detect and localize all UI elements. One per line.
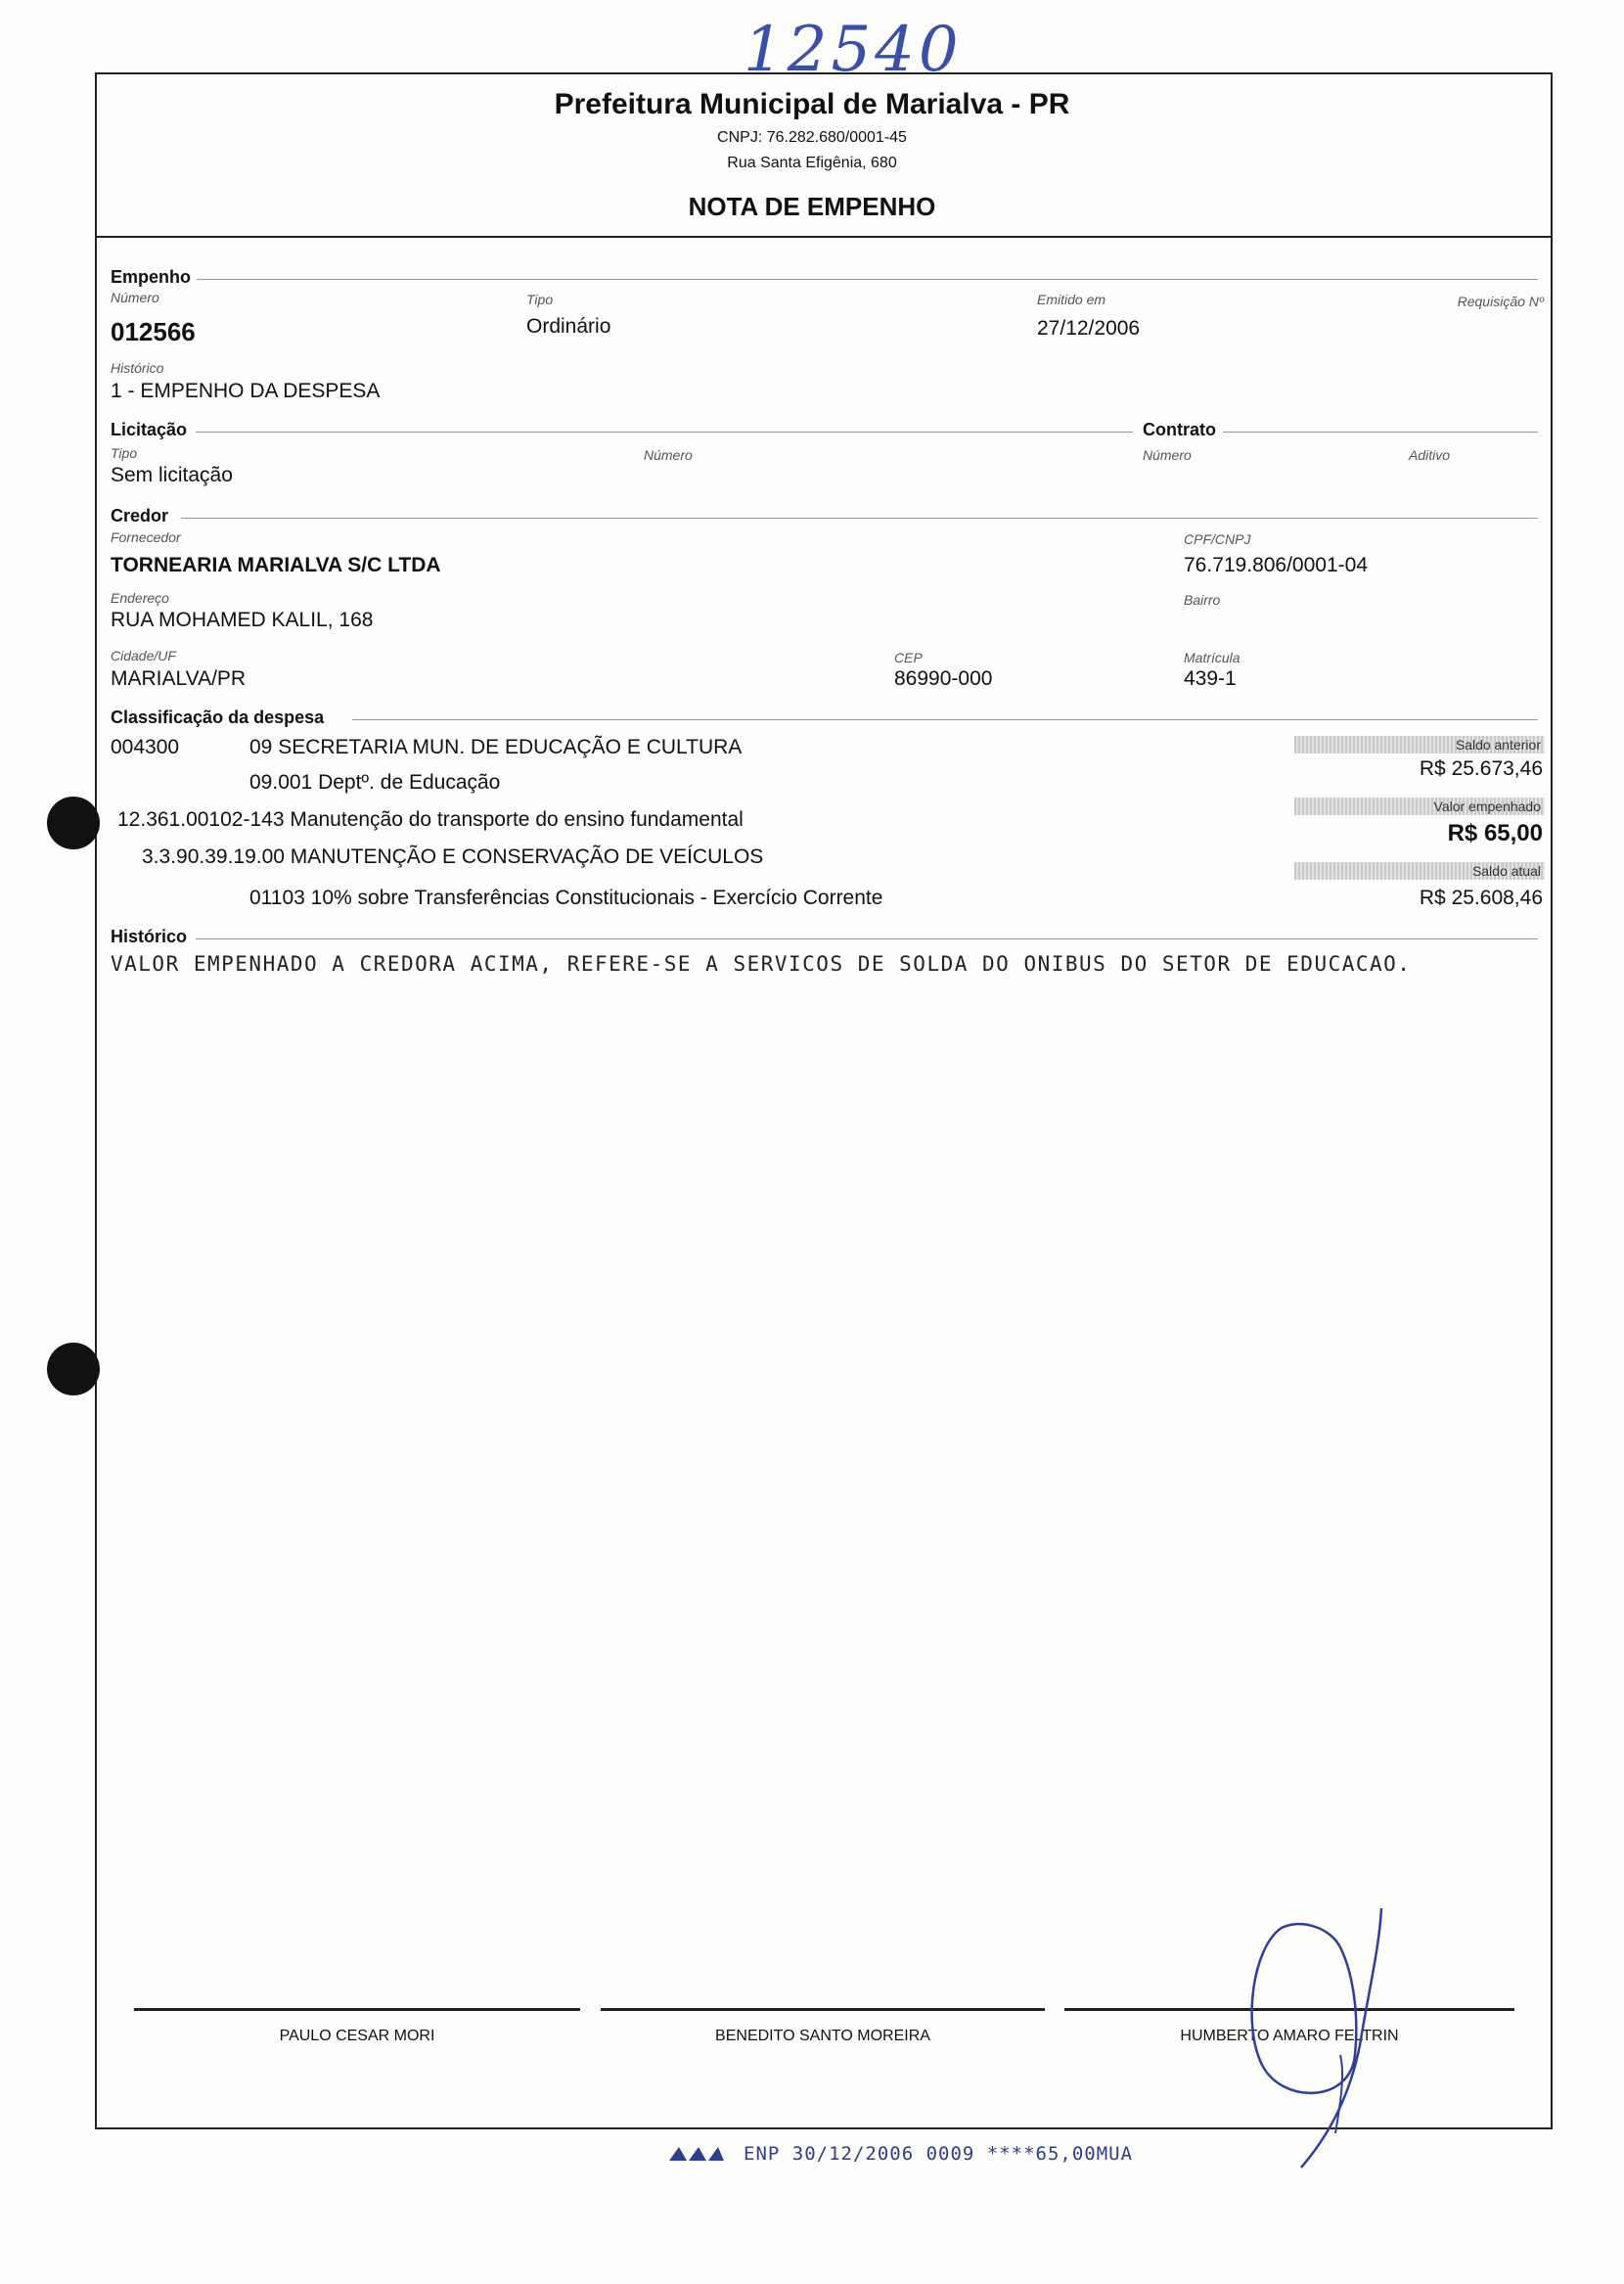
historico-section-title: Histórico [111,927,193,947]
matricula-value: 439-1 [1184,667,1237,690]
signatory-3: HUMBERTO AMARO FELTRIN [1180,2028,1399,2044]
requisicao-label: Requisição Nº [1457,294,1544,309]
emitido-date: 27/12/2006 [1037,317,1141,340]
licitacao-section-title: Licitação [111,420,193,440]
dotacao-code: 004300 [111,736,180,758]
saldo-anterior-label: Saldo anterior [1294,736,1545,754]
cnpj-text: CNPJ: 76.282.680/0001-45 [717,129,907,146]
saldo-anterior-value: R$ 25.673,46 [1419,757,1543,780]
empenho-tipo-label: Tipo [526,292,554,307]
dotacao-line-2: 09.001 Deptº. de Educação [249,771,501,794]
empenho-numero-label: Número [111,290,159,305]
matricula-label: Matrícula [1184,650,1241,665]
handwritten-signature [1242,1908,1409,2172]
licitacao-tipo-label: Tipo [111,445,138,461]
empenho-tipo: Ordinário [526,315,611,338]
cidade-value: MARIALVA/PR [111,667,247,690]
punch-hole-bottom [47,1343,100,1395]
fornecedor-label: Fornecedor [111,529,181,545]
classificacao-rule [352,719,1538,720]
valor-empenhado-label: Valor empenhado [1294,798,1545,815]
saldo-atual-label: Saldo atual [1294,862,1545,880]
credor-section-title: Credor [111,506,174,526]
endereco-label: Endereço [111,590,169,606]
protocol-stamp: ENP 30/12/2006 0009 ****65,00MUA [744,2143,1134,2165]
dotacao-line-1: 09 SECRETARIA MUN. DE EDUCAÇÃO E CULTURA [249,736,743,758]
endereco-value: RUA MOHAMED KALIL, 168 [111,609,374,631]
empenho-section-title: Empenho [111,267,197,288]
valor-empenhado-value: R$ 65,00 [1447,820,1543,846]
contrato-section-title: Contrato [1143,420,1222,440]
dotacao-line-3: 12.361.00102-143 Manutenção do transporte do ensino fundamental [117,808,744,831]
handwritten-number: 12540 [744,14,963,86]
licitacao-rule [196,432,1133,433]
licitacao-numero-label: Número [644,447,693,463]
cep-value: 86990-000 [894,667,993,690]
fornecedor-name: TORNEARIA MARIALVA S/C LTDA [111,554,441,576]
punch-hole-top [47,797,100,849]
saldo-atual-value: R$ 25.608,46 [1419,887,1543,909]
historico-text: VALOR EMPENHADO A CREDORA ACIMA, REFERE-SE A SERVICOS DE SOLDA DO ONIBUS DO SETOR DE EDUCACAO. [111,952,1412,976]
contrato-numero-label: Número [1143,447,1192,463]
municipality-title: Prefeitura Municipal de Marialva - PR [554,88,1070,120]
empenho-historico-label: Histórico [111,360,164,376]
cpf-cnpj-label: CPF/CNPJ [1184,531,1251,547]
classificacao-section-title: Classificação da despesa [111,708,330,728]
signatory-1: PAULO CESAR MORI [279,2028,435,2044]
signatory-2: BENEDITO SANTO MOREIRA [715,2028,930,2044]
empenho-rule [196,279,1538,280]
signature-line-1 [134,2008,580,2011]
credor-rule [181,518,1538,519]
cep-label: CEP [894,650,923,665]
bank-logo-icon [667,2143,726,2165]
emitido-label: Emitido em [1037,292,1106,307]
empenho-numero: 012566 [111,317,196,346]
signature-line-2 [601,2008,1045,2011]
address-text: Rua Santa Efigênia, 680 [727,155,897,171]
historico-rule [196,938,1538,939]
dotacao-line-4: 3.3.90.39.19.00 MANUTENÇÃO E CONSERVAÇÃO DE VEÍCULOS [142,845,764,868]
cpf-cnpj-value: 76.719.806/0001-04 [1184,554,1369,576]
dotacao-line-5: 01103 10% sobre Transferências Constitucionais - Exercício Corrente [249,887,883,909]
contrato-aditivo-label: Aditivo [1409,447,1451,463]
document-title: NOTA DE EMPENHO [688,192,936,221]
bairro-label: Bairro [1184,592,1221,608]
contrato-rule [1223,432,1538,433]
header-separator [95,236,1551,238]
empenho-historico: 1 - EMPENHO DA DESPESA [111,380,381,402]
licitacao-tipo: Sem licitação [111,464,233,486]
cidade-label: Cidade/UF [111,648,176,663]
